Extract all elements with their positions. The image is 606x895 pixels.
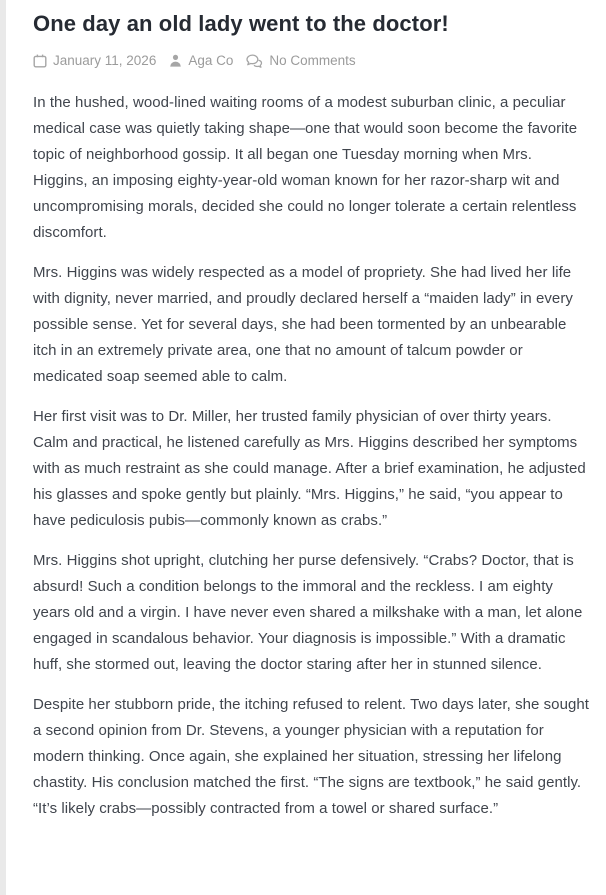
post-title: One day an old lady went to the doctor! [33,11,449,36]
post-body [33,90,588,822]
calendar-icon [33,54,47,68]
speech-bubbles-icon [246,54,263,68]
article-paragraph: Mrs. Higgins was widely respected as a model of propriety. She had lived her life with dignity, never married, and proudly declared herself a “maiden lady” in every possible sense. Yet for several days, she had been tormented by an unbearable itch in an extremely private area, one that no amount of talcum powder or medicated soap seemed able to calm. [33,264,573,385]
article-paragraph: Her first visit was to Dr. Miller, her trusted family physician of over thirty years. Calm and practical, he listened carefully as Mrs. Higgins described her symptoms with as much restraint as she could manage. After a brief examination, he adjusted his glasses and spoke gently but plainly. “Mrs. Higgins,” he said, “you appear to have pediculosis pubis—commonly known as crabs.” [33,408,586,529]
user-icon [169,54,182,67]
post-author-label: Aga Co [188,53,234,68]
post-author[interactable] [169,52,233,69]
post-date-label: January 11, 2026 [53,53,157,68]
post-date[interactable] [33,52,156,69]
article-paragraph: In the hushed, wood-lined waiting rooms of a modest suburban clinic, a peculiar medical case was quietly taking shape—one that would soon become the favorite topic of neighborhood gossip. It all began one Tuesday morning when Mrs. Higgins, an imposing eighty-year-old woman known for her razor-sharp wit and uncompromising morals, decided she could no longer tolerate a certain relentless discomfort. [33,94,578,241]
article-paragraph: Mrs. Higgins shot upright, clutching her purse defensively. “Crabs? Doctor, that is absurd! Such a condition belongs to the immoral and the reckless. I am eighty years old and a virgin. I have never even shared a milkshake with a man, let alone engaged in scandalous behavior. Your diagnosis is impossible.” With a dramatic huff, she stormed out, leaving the doctor staring after her in stunned silence. [33,552,583,673]
post-meta-row [33,52,588,69]
post-comments[interactable] [246,52,355,69]
post-comments-label: No Comments [269,53,356,68]
page-left-gutter [0,0,6,895]
article-paragraph: Despite her stubborn pride, the itching refused to relent. Two days later, she sought a second opinion from Dr. Stevens, a younger physician with a reputation for modern thinking. Once again, she explained her situation, stressing her lifelong chastity. His conclusion matched the first. “The signs are textbook,” he said gently. “It’s likely crabs—possibly contracted from a towel or shared surface.” [33,696,589,817]
